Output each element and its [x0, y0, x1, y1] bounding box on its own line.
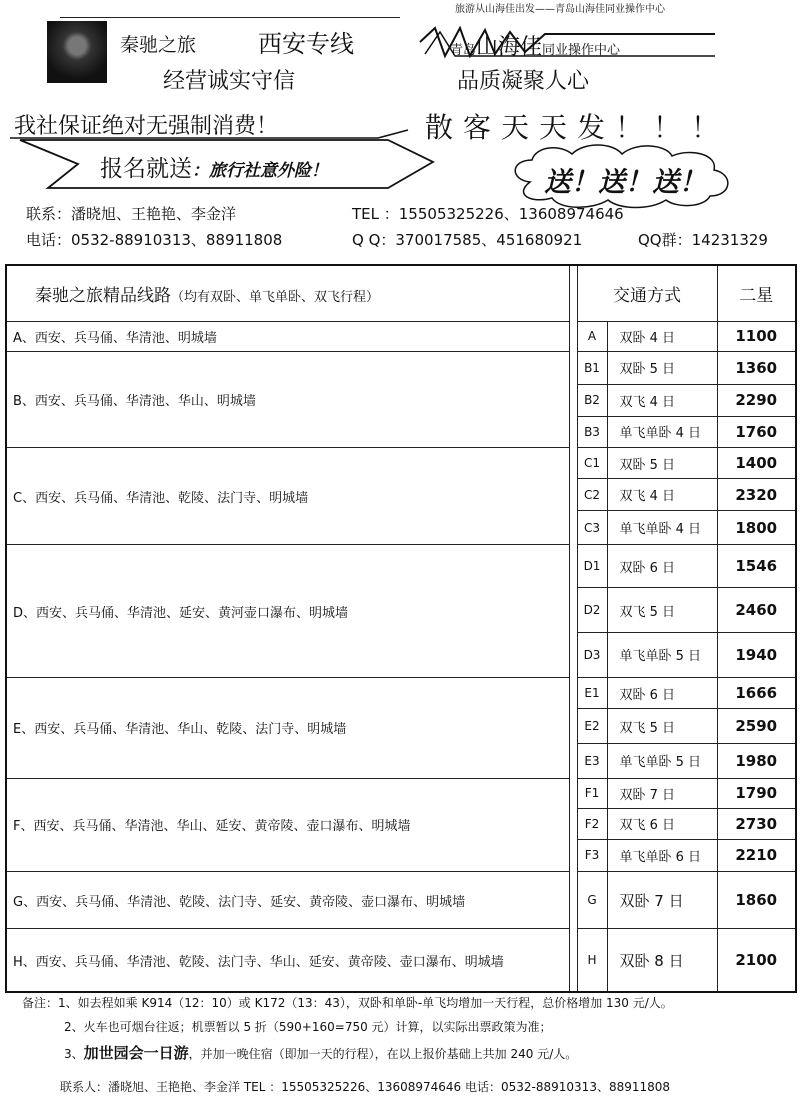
- gift-main: 报名就送: [100, 156, 192, 182]
- option-mode: 双卧 6 日: [607, 677, 717, 709]
- option-price: 1666: [717, 677, 796, 709]
- table-row: [6, 778, 796, 809]
- table-spacer: [569, 321, 577, 352]
- option-price: 1860: [717, 872, 796, 929]
- option-code: C2: [577, 479, 607, 511]
- org-suffix: 同业操作中心: [542, 43, 621, 58]
- footer-contact: 联系人：潘晓旭、王艳艳、李金洋 TEL ：15505325226、13608974646 电话：0532-88910313、88911808: [60, 1080, 671, 1094]
- header-divider: [60, 17, 400, 18]
- slogan-left: 经营诚实守信: [163, 69, 296, 94]
- route-price-table: [5, 264, 797, 993]
- option-code: B2: [577, 384, 607, 417]
- table-row: [6, 872, 796, 929]
- option-price: 2460: [717, 588, 796, 633]
- option-price: 1790: [717, 778, 796, 809]
- table-title: [6, 265, 569, 321]
- table-row: [6, 447, 796, 479]
- contact-qq-group: QQ群：14231329: [638, 231, 768, 249]
- option-code: H: [577, 929, 607, 992]
- option-code: D3: [577, 633, 607, 678]
- option-price: 1800: [717, 510, 796, 545]
- route-name: G、西安、兵马俑、华清池、乾陵、法门寺、延安、黄帝陵、壶口瀑布、明城墙: [6, 872, 569, 929]
- table-row: [6, 321, 796, 352]
- option-price: 1980: [717, 743, 796, 778]
- table-row: [6, 545, 796, 588]
- note-3-prefix: 3、: [64, 1047, 84, 1061]
- warrior-photo: [47, 21, 107, 83]
- table-row: [6, 929, 796, 992]
- option-code: D2: [577, 588, 607, 633]
- slogan-right: 品质凝聚人心: [457, 69, 590, 94]
- option-price: 1760: [717, 417, 796, 448]
- org-name: [450, 30, 620, 61]
- option-mode: 双卧 7 日: [607, 778, 717, 809]
- option-code: G: [577, 872, 607, 929]
- table-spacer: [569, 545, 577, 677]
- option-price: 1940: [717, 633, 796, 678]
- contact-phone: 电话：0532-88910313、88911808: [26, 231, 283, 249]
- table-row: [6, 677, 796, 709]
- note-1: 备注：1、如去程如乘 K914（12：10）或 K172（13：43），双卧和单卧-单飞均增加一天行程，总价格增加 130 元/人。: [22, 996, 673, 1010]
- table-spacer: [569, 778, 577, 872]
- table-title-text: 秦驰之旅精品线路: [35, 285, 171, 306]
- org-prefix: 青岛: [450, 43, 477, 58]
- option-price: 2730: [717, 809, 796, 840]
- option-mode: 单飞单卧 5 日: [607, 743, 717, 778]
- contact-people: 联系：潘晓旭、王艳艳、李金洋: [26, 205, 237, 223]
- table-spacer: [569, 872, 577, 929]
- table-title-note: （均有双卧、单飞单卧、双飞行程）: [171, 289, 380, 305]
- note-3: [64, 1042, 577, 1063]
- option-mode: 双卧 5 日: [607, 352, 717, 385]
- option-code: E2: [577, 709, 607, 744]
- option-price: 2210: [717, 839, 796, 872]
- option-code: C1: [577, 447, 607, 479]
- option-code: E3: [577, 743, 607, 778]
- option-price: 1546: [717, 545, 796, 588]
- option-mode: 双卧 8 日: [607, 929, 717, 992]
- table-spacer: [569, 352, 577, 448]
- note-2: 2、火车也可烟台往返；机票暂以 5 折（590+160=750 元）计算，以实际出票政策为准；: [64, 1020, 552, 1034]
- option-mode: 双飞 4 日: [607, 384, 717, 417]
- table-header-row: [6, 265, 796, 321]
- option-mode: 双飞 6 日: [607, 809, 717, 840]
- option-mode: 双飞 5 日: [607, 588, 717, 633]
- option-code: F2: [577, 809, 607, 840]
- route-name: C、西安、兵马俑、华清池、乾陵、法门寺、明城墙: [6, 447, 569, 545]
- cloud-text: 送！送！送！: [544, 167, 706, 198]
- option-mode: 双卧 7 日: [607, 872, 717, 929]
- option-price: 2290: [717, 384, 796, 417]
- table-spacer: [569, 929, 577, 992]
- option-mode: 单飞单卧 4 日: [607, 510, 717, 545]
- option-mode: 双飞 4 日: [607, 479, 717, 511]
- option-price: 1360: [717, 352, 796, 385]
- option-mode: 单飞单卧 5 日: [607, 633, 717, 678]
- option-code: B3: [577, 417, 607, 448]
- option-mode: 双卧 4 日: [607, 321, 717, 352]
- transport-header: 交通方式: [577, 265, 717, 321]
- option-code: D1: [577, 545, 607, 588]
- note-3-emphasis: 加世园会一日游: [83, 1044, 189, 1062]
- option-mode: 单飞单卧 4 日: [607, 417, 717, 448]
- option-price: 2320: [717, 479, 796, 511]
- brand-name: 秦驰之旅: [120, 34, 197, 56]
- gift-text: [100, 150, 328, 183]
- option-mode: 单飞单卧 6 日: [607, 839, 717, 872]
- route-name: A、西安、兵马俑、华清池、明城墙: [6, 321, 569, 352]
- no-forced-shopping-text: 我社保证绝对无强制消费！: [14, 114, 279, 139]
- option-code: E1: [577, 677, 607, 709]
- note-3-rest: ，并加一晚住宿（即加一天的行程），在以上报价基础上共加 240 元/人。: [188, 1047, 578, 1061]
- daily-departure-text: 散客天天发！！！: [425, 111, 730, 144]
- option-code: C3: [577, 510, 607, 545]
- option-price: 2100: [717, 929, 796, 992]
- option-price: 2590: [717, 709, 796, 744]
- route-name: B、西安、兵马俑、华清池、华山、明城墙: [6, 352, 569, 448]
- tagline: 旅游从山海佳出发——青岛山海佳同业操作中心: [455, 4, 665, 15]
- table-spacer: [569, 265, 577, 321]
- contact-qq: Q Q：370017585、451680921: [352, 231, 583, 249]
- route-name: D、西安、兵马俑、华清池、延安、黄河壶口瀑布、明城墙: [6, 545, 569, 677]
- special-line-title: 西安专线: [258, 30, 354, 58]
- gift-detail: ：旅行社意外险！: [192, 161, 328, 181]
- table-spacer: [569, 677, 577, 778]
- contact-tel: TEL ：15505325226、13608974646: [352, 205, 624, 223]
- org-main-name: 山海佳: [476, 35, 543, 60]
- table-spacer: [569, 447, 577, 545]
- route-name: H、西安、兵马俑、华清池、乾陵、法门寺、华山、延安、黄帝陵、壶口瀑布、明城墙: [6, 929, 569, 992]
- table-row: [6, 352, 796, 385]
- option-code: A: [577, 321, 607, 352]
- option-code: F3: [577, 839, 607, 872]
- option-price: 1400: [717, 447, 796, 479]
- option-mode: 双卧 6 日: [607, 545, 717, 588]
- option-mode: 双卧 5 日: [607, 447, 717, 479]
- option-code: B1: [577, 352, 607, 385]
- price-header: 二星: [717, 265, 796, 321]
- route-name: E、西安、兵马俑、华清池、华山、乾陵、法门寺、明城墙: [6, 677, 569, 778]
- option-code: F1: [577, 778, 607, 809]
- option-mode: 双飞 5 日: [607, 709, 717, 744]
- route-name: F、西安、兵马俑、华清池、华山、延安、黄帝陵、壶口瀑布、明城墙: [6, 778, 569, 872]
- option-price: 1100: [717, 321, 796, 352]
